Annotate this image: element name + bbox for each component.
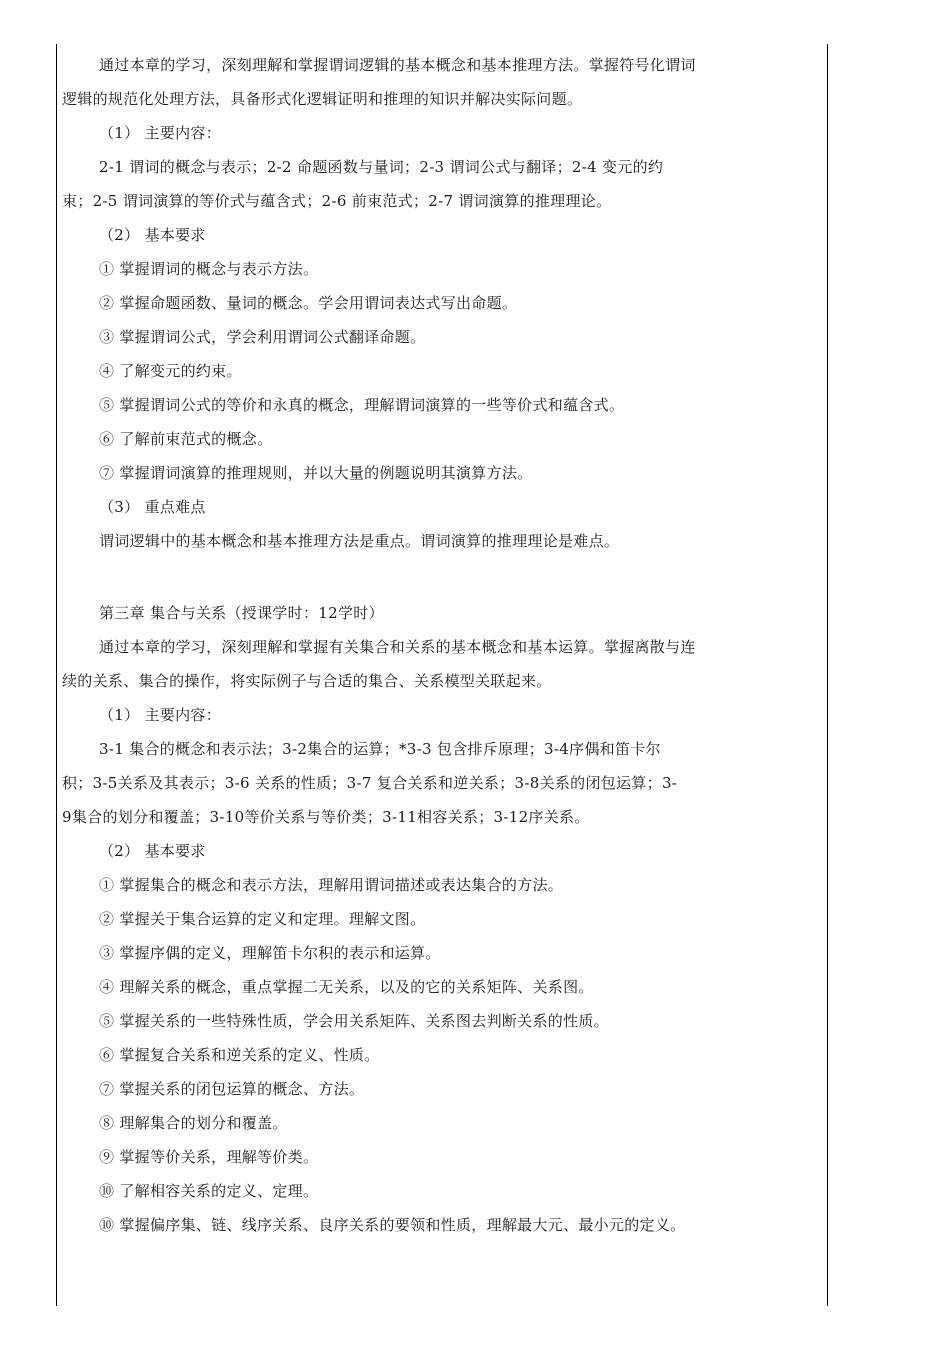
ch3-requirement-item: ⑩ 了解相容关系的定义、定理。 xyxy=(99,1182,319,1200)
ch2-content-line-1: 2-1 谓词的概念与表示；2-2 命题函数与量词；2-3 谓词公式与翻译；2-4 变元的约 xyxy=(99,158,664,176)
ch2-content-heading: （1） 主要内容： xyxy=(99,124,222,142)
ch3-intro-line-2: 续的关系、集合的操作，将实际例子与合适的集合、关系模型关联起来。 xyxy=(62,672,552,690)
ch2-requirement-item: ⑤ 掌握谓词公式的等价和永真的概念，理解谓词演算的一些等价式和蕴含式。 xyxy=(99,396,625,414)
ch2-intro-line-1: 通过本章的学习，深刻理解和掌握谓词逻辑的基本概念和基本推理方法。掌握符号化谓词 xyxy=(99,56,696,74)
ch2-intro-line-2: 逻辑的规范化处理方法，具备形式化逻辑证明和推理的知识并解决实际问题。 xyxy=(62,90,583,108)
syllabus-content xyxy=(62,48,814,1242)
ch2-requirement-item: ② 掌握命题函数、量词的概念。学会用谓词表达式写出命题。 xyxy=(99,294,518,312)
ch3-requirement-item: ⑦ 掌握关系的闭包运算的概念、方法。 xyxy=(99,1080,365,1098)
ch3-requirement-item: ⑧ 理解集合的划分和覆盖。 xyxy=(99,1114,288,1132)
ch3-requirement-item: ② 掌握关于集合运算的定义和定理。理解文图。 xyxy=(99,910,426,928)
ch3-requirement-item: ④ 理解关系的概念，重点掌握二无关系，以及的它的关系矩阵、关系图。 xyxy=(99,978,594,996)
ch3-requirement-item: ⑤ 掌握关系的一些特殊性质，学会用关系矩阵、关系图去判断关系的性质。 xyxy=(99,1012,609,1030)
ch3-requirements-heading: （2） 基本要求 xyxy=(99,842,206,860)
ch3-requirement-item: ⑩ 掌握偏序集、链、线序关系、良序关系的要领和性质，理解最大元、最小元的定义。 xyxy=(99,1216,686,1234)
ch3-requirement-item: ⑥ 掌握复合关系和逆关系的定义、性质。 xyxy=(99,1046,380,1064)
ch3-content-heading: （1） 主要内容： xyxy=(99,706,222,724)
ch3-requirement-item: ⑨ 掌握等价关系，理解等价类。 xyxy=(99,1148,319,1166)
ch3-content-line-3: 9集合的划分和覆盖；3-10等价关系与等价类；3-11相容关系；3-12序关系。 xyxy=(62,808,590,826)
ch3-content-line-1: 3-1 集合的概念和表示法；3-2集合的运算；*3-3 包含排斥原理；3-4序偶和笛卡尔 xyxy=(99,740,661,758)
ch2-content-line-2: 束；2-5 谓词演算的等价式与蕴含式；2-6 前束范式；2-7 谓词演算的推理理论。 xyxy=(62,192,612,210)
ch2-requirement-item: ⑥ 了解前束范式的概念。 xyxy=(99,430,273,448)
section-spacer xyxy=(62,558,814,596)
ch2-requirements-heading: （2） 基本要求 xyxy=(99,226,206,244)
ch3-requirement-item: ③ 掌握序偶的定义，理解笛卡尔积的表示和运算。 xyxy=(99,944,441,962)
ch3-content-line-2: 积；3-5关系及其表示；3-6 关系的性质；3-7 复合关系和逆关系；3-8关系的闭包运算；3- xyxy=(62,774,678,792)
ch2-key-points-heading: （3） 重点难点 xyxy=(99,498,206,516)
ch2-requirement-item: ③ 掌握谓词公式，学会利用谓词公式翻译命题。 xyxy=(99,328,426,346)
ch3-requirement-item: ① 掌握集合的概念和表示方法，理解用谓词描述或表达集合的方法。 xyxy=(99,876,564,894)
ch2-requirement-item: ⑦ 掌握谓词演算的推理规则，并以大量的例题说明其演算方法。 xyxy=(99,464,533,482)
ch2-requirement-item: ④ 了解变元的约束。 xyxy=(99,362,242,380)
ch2-key-points-text: 谓词逻辑中的基本概念和基本推理方法是重点。谓词演算的推理理论是难点。 xyxy=(99,532,620,550)
ch3-title: 第三章 集合与关系（授课学时：12学时） xyxy=(99,604,384,622)
ch3-intro-line-1: 通过本章的学习，深刻理解和掌握有关集合和关系的基本概念和基本运算。掌握离散与连 xyxy=(99,638,696,656)
ch2-requirement-item: ① 掌握谓词的概念与表示方法。 xyxy=(99,260,319,278)
